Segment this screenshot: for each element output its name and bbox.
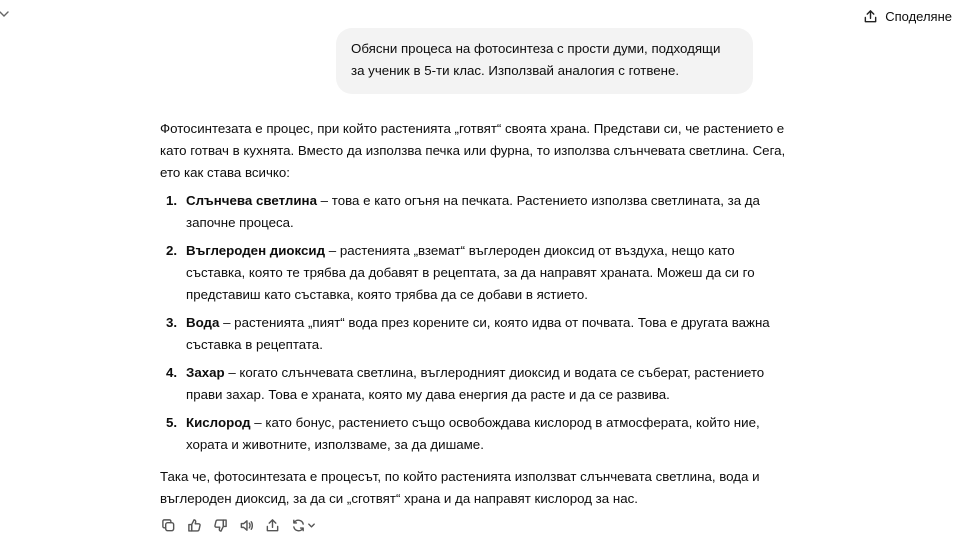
item-number: 1. xyxy=(166,193,178,208)
item-term: Въглероден диоксид xyxy=(186,243,326,258)
item-term: Вода xyxy=(186,315,220,330)
item-text: – като бонус, растението също освобождава кислород в атмосферата, който ние, хората и животните, използваме, за да дишаме. xyxy=(186,415,760,452)
item-text: – когато слънчевата светлина, въглеродният диоксид и водата се съберат, растението прави захар. Това е храната, която му дава енергия да расте и да се развива. xyxy=(186,365,765,402)
item-text: – растенията „вземат“ въглероден диоксид от въздуха, нещо като съставка, която те трябва да добавят в рецептата, за да направят храната. Можеш да си го представиш като съставка, която трябва да се добави в ястието. xyxy=(186,243,755,302)
user-message-text: Обясни процеса на фотосинтеза с прости думи, подходящи за ученик в 5-ти клас. Използвай аналогия с готвене. xyxy=(351,41,721,78)
share-label: Споделяне xyxy=(885,8,952,24)
item-text: – растенията „пият“ вода през корените си, която идва от почвата. Това е другата важна съставка в рецептата. xyxy=(186,315,770,352)
list-item xyxy=(160,312,790,356)
read-aloud-button[interactable] xyxy=(238,517,254,533)
read-aloud-icon xyxy=(239,518,254,533)
regenerate-button[interactable] xyxy=(290,517,316,533)
copy-button[interactable] xyxy=(160,517,176,533)
item-number: 4. xyxy=(166,365,178,380)
user-message-bubble xyxy=(336,28,753,94)
item-term: Слънчева светлина xyxy=(186,193,317,208)
thumbs-down-icon xyxy=(213,518,228,533)
item-text: – това е като огъня на печката. Растението използва светлината, за да започне процеса. xyxy=(186,193,760,230)
regenerate-icon xyxy=(291,518,306,533)
copy-icon xyxy=(161,518,176,533)
answer-intro: Фотосинтезата е процес, при който растенията „готвят“ своята храна. Представи си, че растението е като готвач в кухнята. Вместо да използва печка или фурна, то използва слънчевата светлина. Сега, ето как става всичко: xyxy=(160,121,786,180)
list-item xyxy=(160,240,790,306)
share-button[interactable] xyxy=(863,4,952,28)
steps-list xyxy=(160,190,790,456)
chevron-down-icon[interactable] xyxy=(0,8,10,20)
share-response-button[interactable] xyxy=(264,517,280,533)
message-actions xyxy=(160,517,316,533)
thumbs-up-icon xyxy=(187,518,202,533)
answer-outro: Така че, фотосинтезата е процесът, по който растенията използват слънчевата светлина, вода и въглероден диоксид, за да си „сготвят“ храна и да направят кислород за нас. xyxy=(160,469,760,506)
good-response-button[interactable] xyxy=(186,517,202,533)
list-item xyxy=(160,190,790,234)
bad-response-button[interactable] xyxy=(212,517,228,533)
share-icon xyxy=(265,518,280,533)
list-item xyxy=(160,362,790,406)
item-number: 5. xyxy=(166,415,178,430)
chevron-down-icon xyxy=(307,521,316,530)
share-upload-icon xyxy=(863,9,878,24)
item-term: Кислород xyxy=(186,415,251,430)
item-term: Захар xyxy=(186,365,225,380)
item-number: 3. xyxy=(166,315,178,330)
assistant-answer xyxy=(160,118,790,510)
item-number: 2. xyxy=(166,243,178,258)
list-item xyxy=(160,412,790,456)
